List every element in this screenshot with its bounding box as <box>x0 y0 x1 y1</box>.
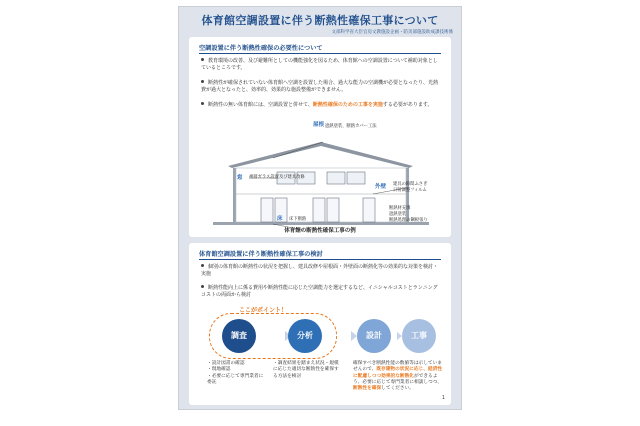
survey-item: ・ 必要に応じて専門業者に委託 <box>207 374 267 387</box>
section2-bullet-1: 個別の体育館の断熱性の状況を把握し、建具改修や屋根面・外壁面の断熱化等の効果的な対策を検討・実施 <box>201 264 439 277</box>
survey-item: ・ 設計図書の確認 <box>207 361 267 367</box>
window-detail: 複層ガラス設置及び建具改修 <box>249 175 305 180</box>
diagram-caption: 体育館の断熱性確保工事の例 <box>284 228 356 234</box>
section1-title: 空調設置に伴う断熱性確保の必要性について <box>199 45 323 52</box>
page-title: 体育館空調設置に伴う断熱性確保工事について <box>201 14 439 27</box>
wall-detail-3: 断熱材充填 <box>389 206 411 211</box>
section1-bullet-1: 教育環境の改善、及び避難所としての機能強化を図るため、体育館への空調設置について補助対象としているところです。 <box>201 58 438 71</box>
right-wall <box>406 168 409 222</box>
arrow-2 <box>325 331 357 341</box>
page-subtitle: 文部科学省大臣官房文教施設企画・防災部施設助成課技術係 <box>331 30 453 35</box>
design-note: 確保すべき断熱性能の数値等は示していませんので、既存建物の状況に応じ、経済性に配慮しつつ効果的な断熱化ができるよう、必要に応じて専門業者に相談しつつ、断熱性を確保してください。 <box>353 361 442 392</box>
analysis-items <box>273 361 341 380</box>
necessity-panel <box>189 37 451 237</box>
bullet-dot-icon <box>201 102 204 105</box>
section2-bullet-2: 断熱性能向上に係る費用や断熱性能に応じた空調能力を選定するなど、イニシャルコストとランニングコストの両面から検討 <box>201 285 438 298</box>
section1-bullet-3: 断熱性の無い体育館には、空調設置と併せて、断熱性確保のための工事を実施する必要があります。 <box>201 102 439 109</box>
section2-title: 体育館空調設置に伴う断熱性確保工事の検討 <box>199 251 323 258</box>
section1-divider <box>199 53 441 54</box>
survey-item: ・ 現地確認 <box>207 367 267 373</box>
section1-bullet-2: 断熱性が確保されていない体育館へ空調を設置した場合、過大な能力の空調機が必要となったり、光熱費が過大となったと、効率的、効果的な施設整備ができません。 <box>201 80 439 93</box>
note-highlight: 既存建物の状況に応じ、経済性に配慮しつつ効果的な断熱化 <box>353 367 442 379</box>
step-construction: 工事 <box>402 319 436 353</box>
roof-shape <box>228 142 413 168</box>
floor-label: 床 <box>277 216 283 222</box>
step-design: 設計 <box>357 319 391 353</box>
survey-items <box>207 361 267 387</box>
wall-detail-4: 遮熱塗装 <box>389 212 407 217</box>
wall-label: 外壁 <box>375 184 387 190</box>
section2-divider <box>199 259 441 260</box>
note-highlight-2: 断熱性を確保 <box>353 386 382 392</box>
page-number: 1 <box>441 395 445 401</box>
step-survey: 調査 <box>222 319 256 353</box>
floor-detail: 床下断熱 <box>289 217 307 222</box>
roof-detail: 遮熱塗装、断熱カバー工法 <box>325 124 377 129</box>
bullet-dot-icon <box>201 264 204 267</box>
bullet-dot-icon <box>201 80 204 83</box>
left-wall <box>233 168 236 222</box>
wall-detail-1: 建具の隙間ふさぎ <box>393 182 428 187</box>
highlight-text: 断熱性確保のための工事を実施 <box>312 102 383 108</box>
point-label: ここがポイント！ <box>239 307 288 314</box>
wall-detail-2: 日射調整フィルム <box>393 188 427 193</box>
document-page <box>178 6 462 410</box>
wall-detail-5: 断熱処理の鋼板張り <box>389 218 428 223</box>
bullet-dot-icon <box>201 285 204 288</box>
analysis-item: ・ 調査結果を踏まえ状況・規模に応じた適切な断熱性を確保する方法を検討 <box>273 361 341 380</box>
window-label: 窓 <box>237 175 243 181</box>
roof-label: 屋根 <box>313 122 325 128</box>
study-panel <box>189 243 451 405</box>
arrow-3 <box>392 332 402 340</box>
roof-leader <box>273 142 323 158</box>
bullet-dot-icon <box>201 58 204 61</box>
arrow-1 <box>259 331 291 341</box>
step-analysis: 分析 <box>288 319 322 353</box>
